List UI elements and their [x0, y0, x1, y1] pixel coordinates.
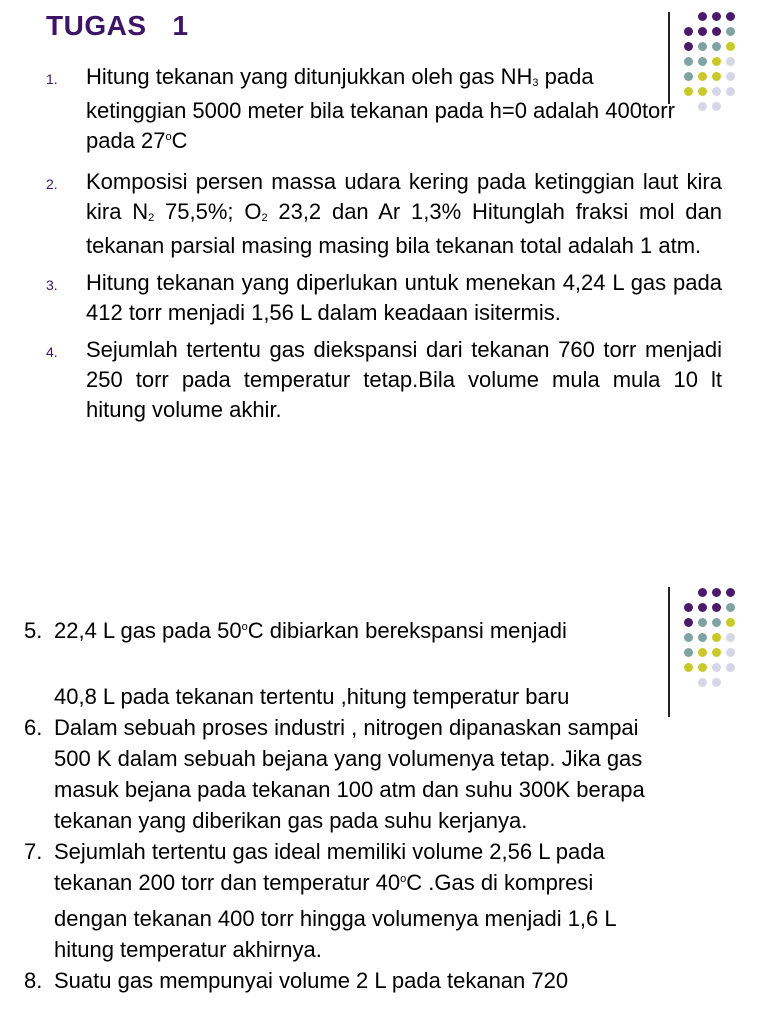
question-item [46, 335, 722, 425]
decorative-dot [684, 42, 693, 51]
decorative-dot-row [684, 663, 740, 678]
decorative-dot [698, 633, 707, 642]
question-item [46, 62, 722, 160]
decorative-divider-line [668, 587, 670, 717]
question-text: Suatu gas mempunyai volume 2 L pada tekanan 720 [54, 968, 569, 993]
decorative-dot [726, 663, 735, 672]
question-number: 6. [24, 715, 43, 740]
question-text: 22,4 L gas pada 50$^o$C dibiarkan berekspansi menjadi 40,8 L pada tekanan tertentu ,hitung temperatur baru [54, 618, 570, 709]
decorative-dot [684, 663, 693, 672]
decorative-dot-empty [684, 588, 693, 597]
decorative-dot [712, 648, 721, 657]
decorative-dot [726, 618, 735, 627]
decorative-dot-empty [726, 678, 735, 687]
decorative-dot [726, 648, 735, 657]
decorative-dot-row [684, 633, 740, 648]
decorative-dot-row [684, 603, 740, 618]
slide-title: TUGAS 1 [46, 10, 189, 41]
decorative-dot [726, 57, 735, 66]
question-number: 2. [46, 176, 58, 192]
decorative-dot [712, 603, 721, 612]
decorative-dot [698, 27, 707, 36]
question-number: 1. [46, 71, 58, 87]
decorative-dot [698, 678, 707, 687]
decorative-dot [698, 603, 707, 612]
decorative-dot-row [684, 588, 740, 603]
decorative-dot [698, 588, 707, 597]
decorative-dot-empty [684, 12, 693, 21]
decorative-dot [712, 678, 721, 687]
question-text: Hitung tekanan yang diperlukan untuk menekan 4,24 L gas pada 412 torr menjadi 1,56 L dalam keadaan isitermis. [86, 270, 722, 325]
decorative-dot [698, 42, 707, 51]
question-list [24, 615, 664, 996]
question-item [46, 268, 722, 328]
decorative-dot [698, 618, 707, 627]
decorative-dot-empty [726, 102, 735, 111]
decorative-dot [712, 27, 721, 36]
decorative-dot-row [684, 618, 740, 633]
decorative-dot [698, 663, 707, 672]
question-item [24, 615, 664, 712]
decorative-dot [698, 12, 707, 21]
question-item [24, 712, 664, 836]
decorative-dot [712, 588, 721, 597]
decorative-dot [726, 633, 735, 642]
question-number: 8. [24, 968, 43, 993]
question-list [46, 62, 722, 432]
decorative-dot-row [684, 42, 740, 57]
decorative-dot [726, 42, 735, 51]
question-number: 4. [46, 344, 58, 360]
decorative-dot [698, 648, 707, 657]
decorative-dot [712, 42, 721, 51]
decorative-dot [726, 27, 735, 36]
question-number: 5. [24, 618, 43, 643]
question-text: Hitung tekanan yang ditunjukkan oleh gas $NH_3$ pada ketinggian 5000 meter bila tekanan pada h=0 adalah 400torr pada 27$^o$C [86, 64, 675, 153]
decorative-dot-row [684, 12, 740, 27]
decorative-dot [726, 72, 735, 81]
decorative-dot [684, 648, 693, 657]
decorative-dot [726, 87, 735, 96]
decorative-dot [684, 27, 693, 36]
decorative-dot-row [684, 27, 740, 42]
decorative-dot [726, 603, 735, 612]
decorative-dot [712, 663, 721, 672]
decorative-dot-grid [684, 588, 740, 693]
question-text: Dalam sebuah proses industri , nitrogen dipanaskan sampai 500 K dalam sebuah bejana yang volumenya tetap. Jika gas masuk bejana pada tekanan 100 atm dan suhu 300K berapa tekanan yang diberikan gas pada suhu kerjanya. [54, 715, 645, 833]
decorative-dot [684, 603, 693, 612]
question-item [24, 836, 664, 965]
question-text: Sejumlah tertentu gas diekspansi dari tekanan 760 torr menjadi 250 torr pada temperatur tetap.Bila volume mula mula 10 lt hitung volume akhir. [86, 337, 722, 422]
decorative-dot [684, 618, 693, 627]
decorative-dot [684, 633, 693, 642]
slide-2 [0, 512, 768, 1024]
question-text: Sejumlah tertentu gas ideal memiliki volume 2,56 L pada tekanan 200 torr dan temperatur 40$^o$C .Gas di kompresi dengan tekanan 400 torr hingga volumenya menjadi 1,6 L hitung temperatur akhirnya. [54, 839, 616, 962]
question-text: Komposisi persen massa udara kering pada ketinggian laut kira kira $N_2$ 75,5%; $O_2$ 23,2 dan Ar 1,3% Hitunglah fraksi mol dan tekanan parsial masing masing bila tekanan total adalah 1 atm. [86, 169, 722, 258]
decorative-dot [726, 588, 735, 597]
decorative-dot [712, 618, 721, 627]
decorative-dot-row [684, 648, 740, 663]
decorative-dot-row [684, 678, 740, 693]
question-item [46, 167, 722, 261]
question-number: 7. [24, 839, 43, 864]
question-item [24, 965, 664, 996]
question-number: 3. [46, 277, 58, 293]
decorative-dot-empty [684, 678, 693, 687]
decorative-dot [712, 12, 721, 21]
decorative-dot [726, 12, 735, 21]
decorative-dot [712, 633, 721, 642]
